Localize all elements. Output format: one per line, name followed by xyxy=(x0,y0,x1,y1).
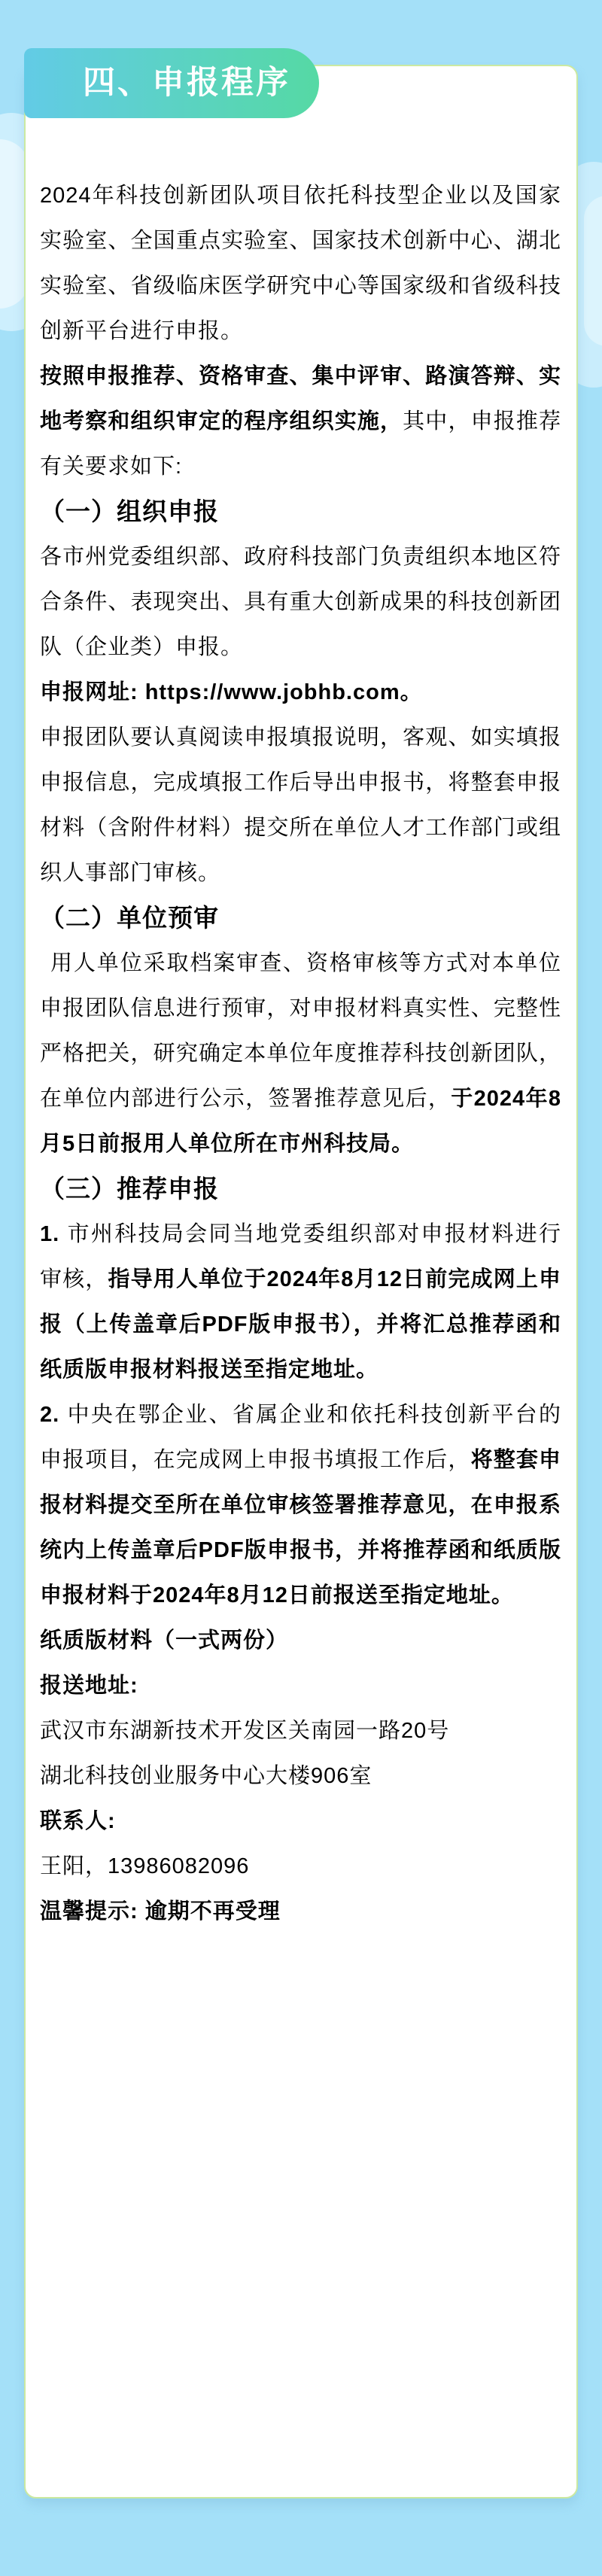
section-1-heading: （一）组织申报 xyxy=(40,497,219,525)
text-run: 2. xyxy=(40,1403,60,1427)
application-url: https://www.jobhb.com。 xyxy=(144,680,423,704)
paper-materials-note: 纸质版材料（一式两份） xyxy=(40,1629,289,1653)
intro-paragraph: 2024年科技创新团队项目依托科技型企业以及国家实验室、全国重点实验室、国家技术创新中心、湖北实验室、省级临床医学研究中心等国家级和省级科技创新平台进行申报。 xyxy=(40,184,561,343)
text-run: 将整套申报材料提交至所在单位审核签署推荐意见，在申报系统内上传盖章后PDF版申报书，并将推荐函和纸质版申报材料于2024年8月12日前报送至指定地址。 xyxy=(40,1448,561,1607)
delivery-address-line2: 湖北科技创业服务中心大楼906室 xyxy=(40,1764,372,1788)
badge-title: 四、申报程序 xyxy=(83,65,290,101)
unit-review-paragraph xyxy=(40,941,561,1166)
recommend-item-1 xyxy=(40,1212,561,1392)
contact-label: 联系人: xyxy=(40,1809,116,1833)
contact-value: 王阳，13986082096 xyxy=(40,1854,250,1878)
section-2-heading: （二）单位预审 xyxy=(40,904,219,932)
delivery-address-label: 报送地址: xyxy=(40,1674,138,1698)
cloud-right-white-icon xyxy=(584,196,602,346)
text-run: 其中，申报推荐有关要求如下: xyxy=(40,409,561,479)
org-apply-paragraph: 各市州党委组织部、政府科技部门负责组织本地区符合条件、表现突出、具有重大创新成果的科技创新团队（企业类）申报。 xyxy=(40,545,561,659)
section-3-heading: （三）推荐申报 xyxy=(40,1175,219,1203)
content-card xyxy=(24,65,578,2498)
site-line xyxy=(40,670,561,715)
text-run: 用人单位采取档案审查、资格审核等方式对本单位申报团队信息进行预审，对申报材料真实性、完整性严格把关，研究确定本单位年度推荐科技创新团队，在单位内部进行公示，签署推荐意见后， xyxy=(40,951,561,1111)
text-run: 中央在鄂企业、省属企业和依托科技创新平台的申报项目，在完成网上申报书填报工作后， xyxy=(40,1403,561,1472)
text-run: 市州科技局会同当地党委组织部对申报材料进行审核， xyxy=(40,1222,561,1291)
delivery-address-line1: 武汉市东湖新技术开发区关南园一路20号 xyxy=(40,1719,450,1743)
procedure-paragraph xyxy=(40,354,561,489)
text-run: 按照申报推荐、资格审查、集中评审、路演答辩、实地考察和组织审定的程序组织实施， xyxy=(40,364,561,433)
text-run: 于2024年8月5日前报用人单位所在市州科技局。 xyxy=(40,1087,561,1156)
recommend-item-2 xyxy=(40,1392,561,1618)
deadline-tip: 温馨提示: 逾期不再受理 xyxy=(40,1899,281,1924)
fill-paragraph: 申报团队要认真阅读申报填报说明，客观、如实填报申报信息，完成填报工作后导出申报书，将整套申报材料（含附件材料）提交所在单位人才工作部门或组织人事部门审核。 xyxy=(40,725,561,885)
text-run: 1. xyxy=(40,1222,60,1246)
text-run: 指导用人单位于2024年8月12日前完成网上申报（上传盖章后PDF版申报书），并将汇总推荐函和纸质版申报材料报送至指定地址。 xyxy=(40,1267,561,1382)
section-badge xyxy=(24,48,319,118)
site-label: 申报网址: xyxy=(40,680,145,704)
